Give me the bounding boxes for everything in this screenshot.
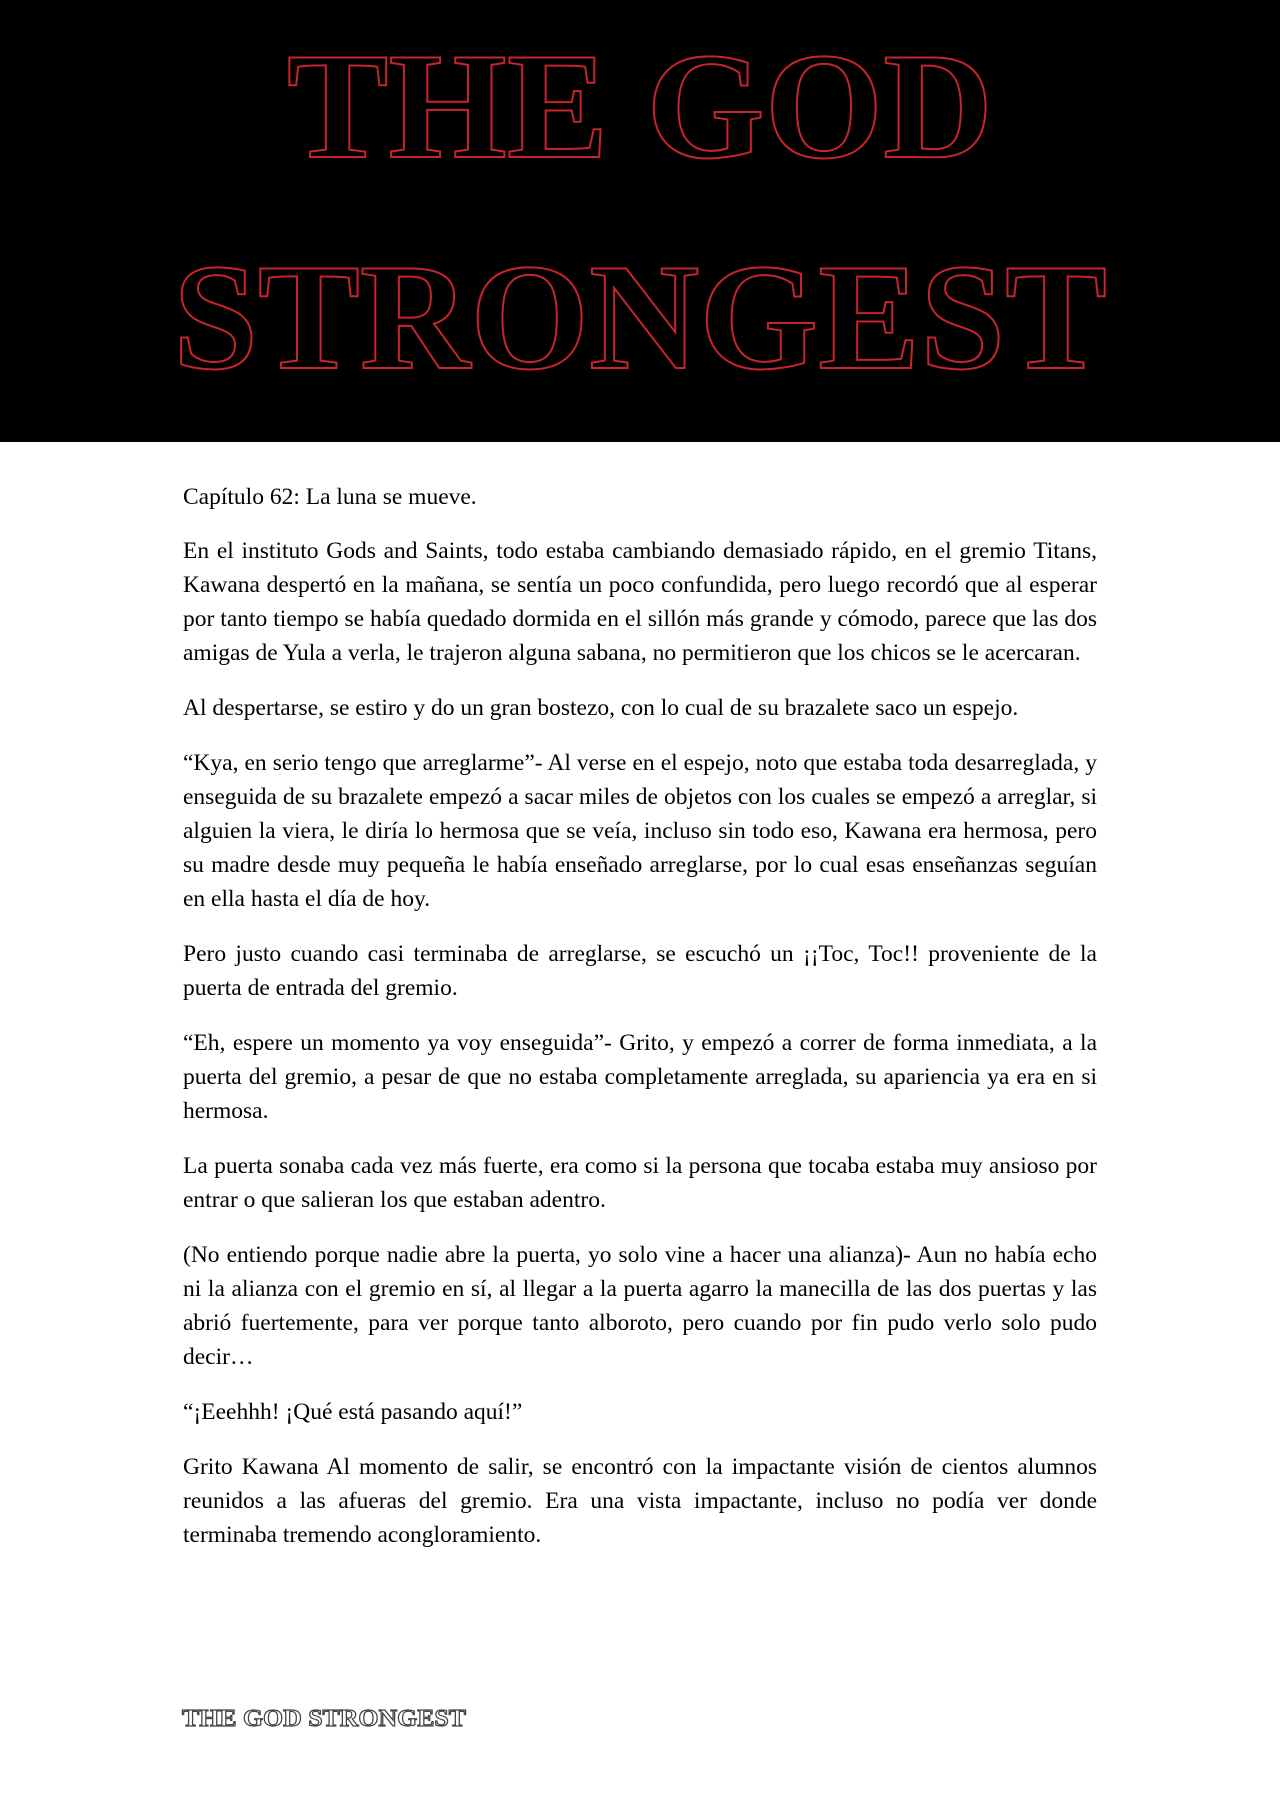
chapter-title: Capítulo 62: La luna se mueve. — [183, 484, 477, 510]
paragraph: (No entiendo porque nadie abre la puerta, yo solo vine a hacer una alianza)- Aun no había echo ni la alianza con el gremio en sí, al llegar a la puerta agarro la manecilla de las dos puertas y las abrió fuertemente, para ver porque tanto alboroto, pero cuando por fin pudo verlo solo pudo decir… — [183, 1242, 1097, 1370]
title-line-1: THE GOD — [287, 22, 993, 190]
paragraph: “Kya, en serio tengo que arreglarme”- Al verse en el espejo, noto que estaba toda desarreglada, y enseguida de su brazalete empezó a sacar miles de objetos con los cuales se empezó a arreglar, si alguien la viera, le diría lo hermosa que se veía, incluso sin todo eso, Kawana era hermosa, pero su madre desde muy pequeña le había enseñado arreglarse, por lo cual esas enseñanzas seguían en ella hasta el día de hoy. — [183, 750, 1097, 912]
footer-text: THE GOD STRONGEST — [182, 1706, 466, 1732]
paragraph: Grito Kawana Al momento de salir, se encontró con la impactante visión de cientos alumnos reunidos a las afueras del gremio. Era una vista impactante, incluso no podía ver donde terminaba tremendo acongloramiento. — [183, 1454, 1097, 1548]
header-banner — [0, 0, 1280, 442]
paragraph: La puerta sonaba cada vez más fuerte, era como si la persona que tocaba estaba muy ansioso por entrar o que salieran los que estaban adentro. — [183, 1153, 1097, 1213]
paragraph: Pero justo cuando casi terminaba de arreglarse, se escuchó un ¡¡Toc, Toc!! proveniente de la puerta de entrada del gremio. — [183, 941, 1097, 1001]
title-banner-graphic — [0, 0, 1280, 442]
footer-logo — [180, 1700, 480, 1736]
chapter-content — [183, 480, 1097, 1573]
paragraph: En el instituto Gods and Saints, todo estaba cambiando demasiado rápido, en el gremio Titans, Kawana despertó en la mañana, se sentía un poco confundida, pero luego recordó que al esperar por tanto tiempo se había quedado dormida en el sillón más grande y cómodo, parece que las dos amigas de Yula a verla, le trajeron alguna sabana, no permitieron que los chicos se le acercaran. — [183, 538, 1097, 666]
title-line-2: STRONGEST — [173, 233, 1107, 401]
paragraph: Al despertarse, se estiro y do un gran bostezo, con lo cual de su brazalete saco un espejo. — [183, 695, 1019, 721]
paragraph: “¡Eeehhh! ¡Qué está pasando aquí!” — [183, 1399, 523, 1425]
paragraph: “Eh, espere un momento ya voy enseguida”- Grito, y empezó a correr de forma inmediata, a la puerta del gremio, a pesar de que no estaba completamente arreglada, su apariencia ya era en si hermosa. — [183, 1030, 1097, 1124]
